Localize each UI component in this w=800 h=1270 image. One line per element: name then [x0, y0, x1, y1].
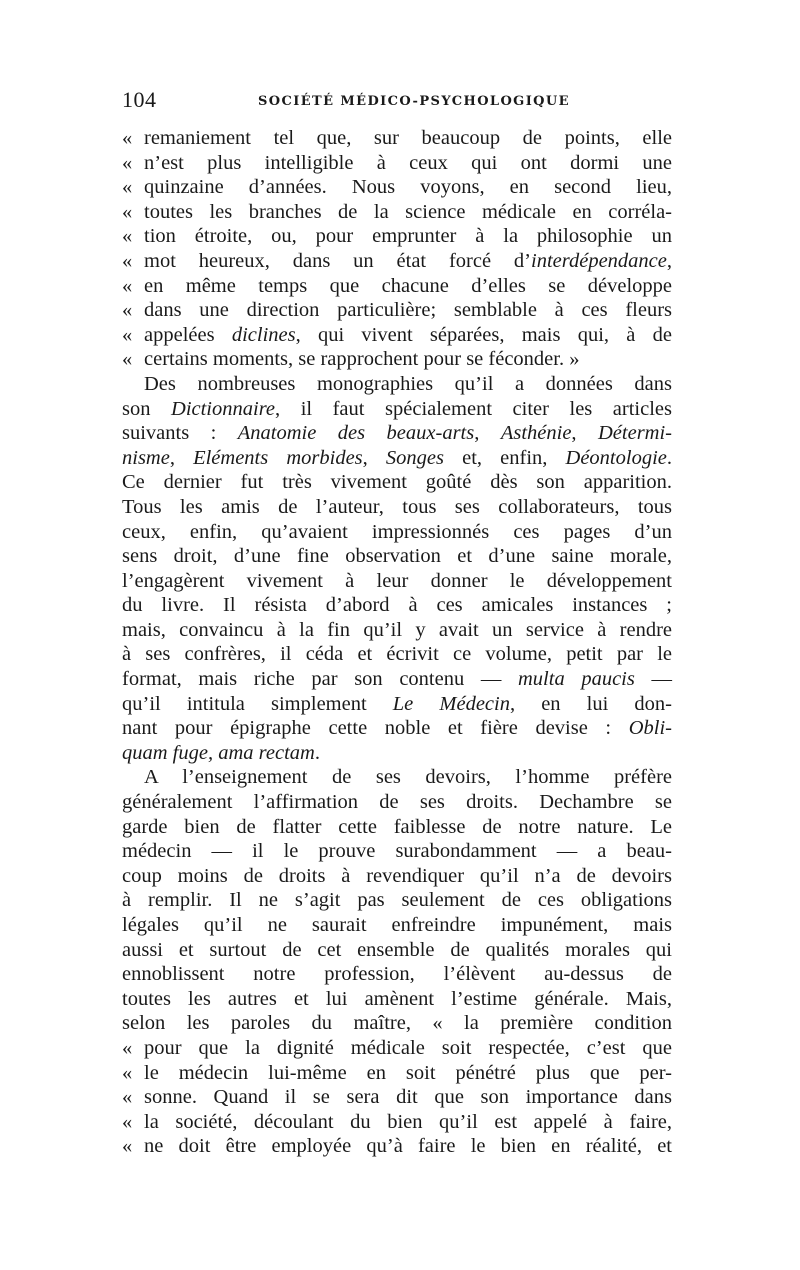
italic-text: Obli- [628, 717, 672, 740]
text-segment: ceux, enfin, qu’avaient impressionnés ces pages d’un [122, 520, 672, 543]
text-segment: la société, découlant du bien qu’il est appelé à faire, [144, 1110, 672, 1133]
text-line [122, 667, 672, 692]
text-segment: , [666, 249, 672, 272]
text-segment: A l’enseignement de ses devoirs, l’homme préfère [144, 766, 672, 789]
text-line [122, 765, 672, 790]
text-segment: selon les paroles du maître, « la première condition [122, 1012, 672, 1035]
text-line [122, 987, 672, 1012]
text-line [122, 864, 672, 889]
text-line [122, 741, 672, 766]
text-segment: , en lui don- [509, 692, 672, 715]
text-line [122, 520, 672, 545]
text-line [122, 618, 672, 643]
text-line [122, 642, 672, 667]
text-segment: coup moins de droits à revendiquer qu’il n’a de devoirs [122, 864, 672, 887]
text-segment: médecin — il le prouve surabondamment — a beau- [122, 840, 672, 863]
text-segment: dans une direction particulière; semblable à ces fleurs [144, 299, 672, 322]
text-line [122, 470, 672, 495]
text-segment: son [122, 397, 172, 420]
italic-text: multa paucis [518, 668, 635, 691]
text-line [122, 716, 672, 741]
quote-mark: « [122, 274, 133, 297]
italic-text: nisme [122, 446, 170, 469]
italic-text: Asthénie [500, 422, 572, 445]
text-segment: nant pour épigraphe cette noble et fière devise : [122, 717, 629, 740]
text-line [122, 1061, 672, 1086]
text-line [122, 1110, 672, 1135]
text-segment: , [362, 446, 386, 469]
text-segment: qu’il intitula simplement [122, 692, 393, 715]
italic-text: Détermi- [598, 422, 673, 445]
text-segment: n’est plus intelligible à ceux qui ont dormi une [144, 151, 672, 174]
text-segment: sonne. Quand il se sera dit que son importance dans [144, 1086, 672, 1109]
quote-mark: « [122, 1061, 133, 1084]
text-line [122, 347, 672, 372]
text-line [122, 126, 672, 151]
italic-text: Dictionnaire [171, 397, 276, 420]
text-line [122, 938, 672, 963]
text-line [122, 790, 672, 815]
text-segment: quinzaine d’années. Nous voyons, en second lieu, [144, 176, 672, 199]
text-segment: Des nombreuses monographies qu’il a données dans [144, 372, 672, 395]
text-segment: . [666, 446, 672, 469]
text-segment: et, enfin, [443, 446, 566, 469]
text-segment: format, mais riche par son contenu — [122, 668, 518, 691]
text-line [122, 274, 672, 299]
text-segment: Ce dernier fut très vivement goûté dès son apparition. [122, 471, 672, 494]
text-segment: aussi et surtout de cet ensemble de qualités morales qui [122, 938, 672, 961]
text-line [122, 1036, 672, 1061]
text-line [122, 913, 672, 938]
text-line [122, 1011, 672, 1036]
text-segment: ennoblissent notre profession, l’élèvent au-dessus de [122, 963, 672, 986]
text-line [122, 200, 672, 225]
quote-mark: « [122, 176, 133, 199]
text-line [122, 962, 672, 987]
text-segment: tion étroite, ou, pour emprunter à la philosophie un [144, 225, 672, 248]
italic-text: Le Médecin [392, 692, 510, 715]
text-segment: — [634, 668, 672, 691]
italic-text: Songes [385, 446, 444, 469]
quote-mark: « [122, 1036, 133, 1059]
quote-mark: « [122, 200, 133, 223]
quote-mark: « [122, 1135, 133, 1158]
quote-mark: « [122, 348, 133, 371]
text-segment: à ses confrères, il céda et écrivit ce volume, petit par le [122, 643, 672, 666]
text-line [122, 298, 672, 323]
quote-mark: « [122, 323, 133, 346]
text-segment: pour que la dignité médicale soit respectée, c’est que [144, 1036, 672, 1059]
text-line [122, 815, 672, 840]
text-line [122, 839, 672, 864]
quote-mark: « [122, 1086, 133, 1109]
quote-mark: « [122, 127, 133, 149]
text-line [122, 372, 672, 397]
text-segment: légales qu’il ne saurait enfreindre impunément, mais [122, 914, 672, 936]
text-segment: en même temps que chacune d’elles se développe [144, 274, 672, 297]
italic-text: interdépendance [531, 249, 667, 272]
text-line [122, 1134, 672, 1159]
text-line [122, 175, 672, 200]
text-line [122, 151, 672, 176]
text-segment: généralement l’affirmation de ses droits. Dechambre se [122, 791, 672, 814]
text-segment: l’engagèrent vivement à leur donner le développement [122, 569, 672, 592]
text-segment: mais, convaincu à la fin qu’il y avait un service à rendre [122, 618, 672, 641]
text-segment: ne doit être employée qu’à faire le bien en réalité, et [144, 1135, 672, 1158]
text-line [122, 888, 672, 913]
text-segment: toutes les branches de la science médicale en corréla- [144, 200, 672, 223]
text-line [122, 692, 672, 717]
text-segment: remaniement tel que, sur beaucoup de points, elle [144, 127, 672, 149]
text-segment: sens droit, d’une fine observation et d’une saine morale, [122, 545, 672, 568]
quote-mark: « [122, 249, 133, 272]
italic-text: diclines [231, 323, 296, 346]
quote-mark: « [122, 1110, 133, 1133]
text-segment: appelées [144, 323, 232, 346]
text-line [122, 224, 672, 249]
text-segment: toutes les autres et lui amènent l’estime générale. Mais, [122, 987, 672, 1010]
text-segment: suivants : [122, 422, 238, 445]
text-segment: , [169, 446, 194, 469]
quote-mark: « [122, 225, 133, 248]
text-segment: , qui vivent séparées, mais qui, à de [295, 323, 672, 346]
text-segment: certains moments, se rapprochent pour se féconder. » [144, 348, 580, 371]
text-line [122, 495, 672, 520]
text-segment: Tous les amis de l’auteur, tous ses collaborateurs, tous [122, 495, 672, 518]
text-segment: mot heureux, dans un état forcé d’ [144, 249, 532, 272]
text-segment: à remplir. Il ne s’agit pas seulement de ces obligations [122, 889, 672, 912]
quote-mark: « [122, 299, 133, 322]
italic-text: quam fuge, ama rectam [122, 741, 315, 764]
text-segment: , [571, 422, 598, 445]
text-segment: le médecin lui-même en soit pénétré plus que per- [144, 1061, 672, 1084]
text-line [122, 446, 672, 471]
page-header [122, 87, 682, 117]
italic-text: Eléments morbides [193, 446, 363, 469]
text-segment: du livre. Il résista d’abord à ces amicales instances ; [122, 594, 672, 617]
text-line [122, 569, 672, 594]
text-line [122, 544, 672, 569]
body-text [122, 126, 672, 1159]
page-number: 104 [122, 87, 157, 112]
quote-mark: « [122, 151, 133, 174]
text-line [122, 593, 672, 618]
italic-text: Déontologie [565, 446, 667, 469]
text-line [122, 397, 672, 422]
text-segment: , il faut spécialement citer les articles [275, 397, 672, 420]
italic-text: Anatomie des beaux-arts [237, 422, 475, 445]
text-line [122, 323, 672, 348]
text-line [122, 1085, 672, 1110]
text-line [122, 249, 672, 274]
text-segment: garde bien de flatter cette faiblesse de notre nature. Le [122, 815, 672, 838]
running-title: SOCIÉTÉ MÉDICO-PSYCHOLOGIQUE [258, 94, 570, 109]
text-segment: , [474, 422, 501, 445]
text-line [122, 421, 672, 446]
text-segment: . [314, 741, 320, 764]
